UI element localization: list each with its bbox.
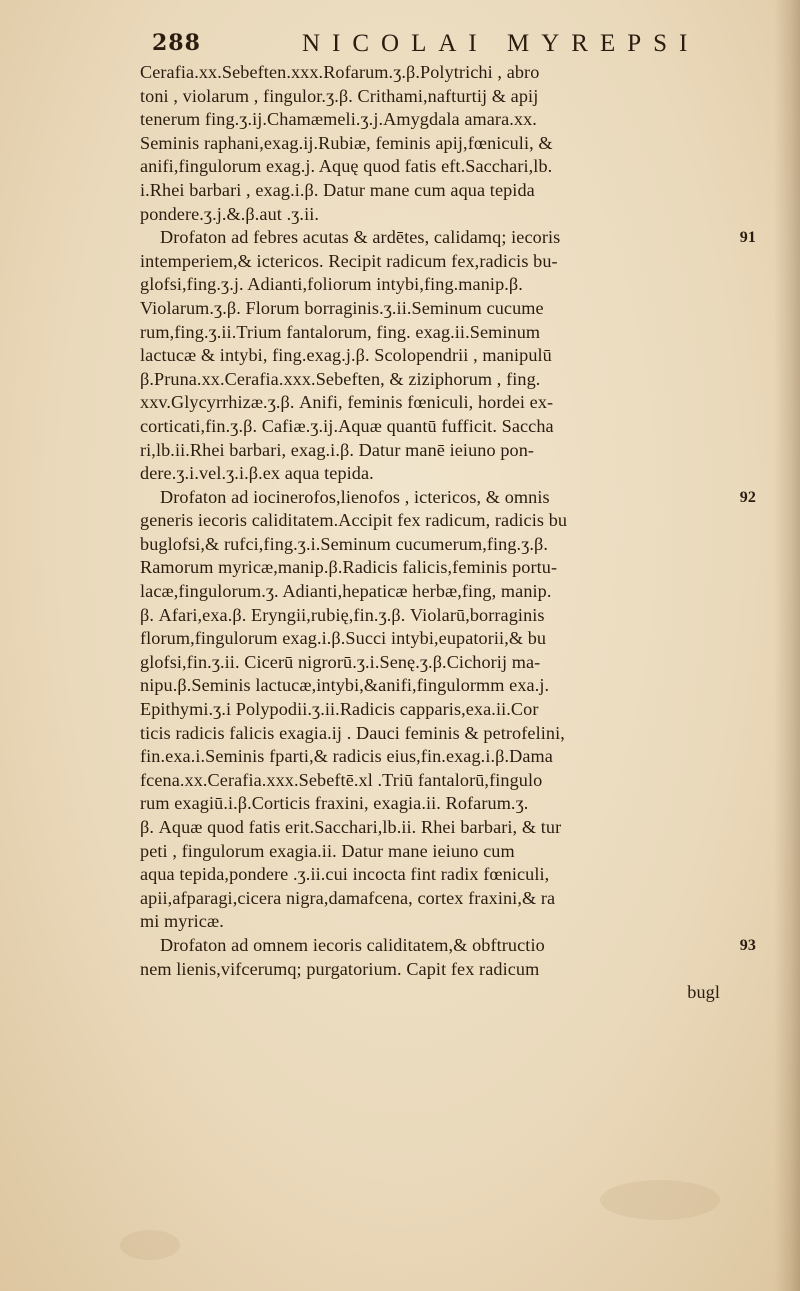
text-line: fin.exa.i.Seminis fparti,& radicis eius,fin.exag.i.β.Dama [140,746,553,767]
text-line: β.Pruna.xx.Cerafia.xxx.Sebeften, & ziziphorum , fing. [140,368,541,389]
text-line: glofsi,fin.ʒ.ii. Cicerū nigrorū.ʒ.i.Senę.ʒ.β.Cichorij ma- [140,651,541,672]
text-line: toni , violarum , fingulor.ʒ.β. Crithami,nafturtij & apij [140,85,539,106]
text-line: rum exagiū.i.β.Corticis fraxini, exagia.ii. Rofarum.ʒ. [140,793,529,814]
text-line: β. Aquæ quod fatis erit.Sacchari,lb.ii. Rhei barbari, & tur [140,817,562,837]
running-head [152,30,712,64]
text-line: aqua tepida,pondere .ʒ.ii.cui incocta fint radix fœniculi, [140,864,550,885]
text-line: ticis radicis falicis exagia.ij . Dauci feminis & petrofelini, [140,722,565,743]
text-line: intemperiem,& ictericos. Recipit radicum fex,radicis bu- [140,250,558,271]
text-line: pondere.ʒ.j.&.β.aut .ʒ.ii. [140,203,320,224]
text-line: i.Rhei barbari , exag.i.β. Datur mane cum aqua tepida [140,179,535,200]
margin-number: 93 [739,936,756,954]
text-line: lacæ,fingulorum.ʒ. Adianti,hepaticæ herbæ,fing, manip. [140,581,552,602]
body-text [140,61,756,1005]
text-line: lactucæ & intybi, fing.exag.j.β. Scolopendrii , manipulū [140,345,552,366]
text-line: ri,lb.ii.Rhei barbari, exag.i.β. Datur manē ieiuno pon- [140,439,535,460]
text-line: anifi,fingulorum exag.j. Aquę quod fatis eft.Sacchari,lb. [140,156,553,177]
text-line: Ramorum myricæ,manip.β.Radicis falicis,feminis portu- [140,557,558,578]
text-line: dere.ʒ.i.vel.ʒ.i.β.ex aqua tepida. [140,463,374,484]
text-line: glofsi,fing.ʒ.j. Adianti,foliorum intybi,fing.manip.β. [140,274,523,295]
text-line: β. Afari,exa.β. Eryngii,rubię,fin.ʒ.β. Violarū,borraginis [140,604,545,625]
text-line: corticati,fin.ʒ.β. Cafiæ.ʒ.ij.Aquæ quantū fufficit. Saccha [140,415,554,436]
text-line: nem lienis,vifcerumq; purgatorium. Capit fex radicum [140,958,540,979]
text-line: generis iecoris caliditatem.Accipit fex radicum, radicis bu [140,510,568,531]
text-line: fcena.xx.Cerafia.xxx.Sebeftē.xl .Triū fantalorū,fingulo [140,769,543,790]
text-line: Drofaton ad omnem iecoris caliditatem,& obftructio [160,934,545,955]
text-line: nipu.β.Seminis lactucæ,intybi,&anifi,fingulormm exa.j. [140,675,550,696]
text-line: Seminis raphani,exag.ij.Rubiæ, feminis apij,fœniculi, & [140,132,553,153]
text-line: Drofaton ad iocinerofos,lienofos , ictericos, & omnis [160,486,550,507]
running-title: NICOLAI MYREPSI [302,30,700,57]
text-line: Violarum.ʒ.β. Florum borraginis.ʒ.ii.Seminum cucume [140,297,544,318]
text-line-with-margin [140,486,756,510]
text-line: tenerum fing.ʒ.ij.Chamæmeli.ʒ.j.Amygdala amara.xx. [140,109,537,130]
margin-number: 91 [739,229,756,247]
text-line: florum,fingulorum exag.i.β.Succi intybi,eupatorii,& bu [140,628,547,649]
text-line: apii,afparagi,cicera nigra,damafcena, cortex fraxini,& ra [140,887,556,908]
text-line: xxv.Glycyrrhizæ.ʒ.β. Anifi, feminis fœniculi, hordei ex- [140,392,554,413]
text-line: Epithymi.ʒ.i Polypodii.ʒ.ii.Radicis capparis,exa.ii.Cor [140,699,539,720]
text-line: Cerafia.xx.Sebeften.xxx.Rofarum.ʒ.β.Polytrichi , abro [140,62,540,82]
catchword: bugl [687,982,720,1003]
text-line: rum,fing.ʒ.ii.Trium fantalorum, fing. exag.ii.Seminum [140,321,541,342]
text-line: peti , fingulorum exagia.ii. Datur mane ieiuno cum [140,840,515,861]
text-line: mi myricæ. [140,911,224,932]
page-number: 288 [152,30,201,56]
text-line: buglofsi,& rufci,fing.ʒ.i.Seminum cucumerum,fing.ʒ.β. [140,533,549,554]
paper-stain [120,1230,180,1260]
text-line-with-margin [140,934,756,958]
margin-number: 92 [739,488,756,506]
text-line-with-margin [140,226,756,250]
paper-stain [600,1180,720,1220]
page-edge-shadow [774,0,800,1291]
text-line: Drofaton ad febres acutas & ardētes, calidamq; iecoris [160,227,561,248]
